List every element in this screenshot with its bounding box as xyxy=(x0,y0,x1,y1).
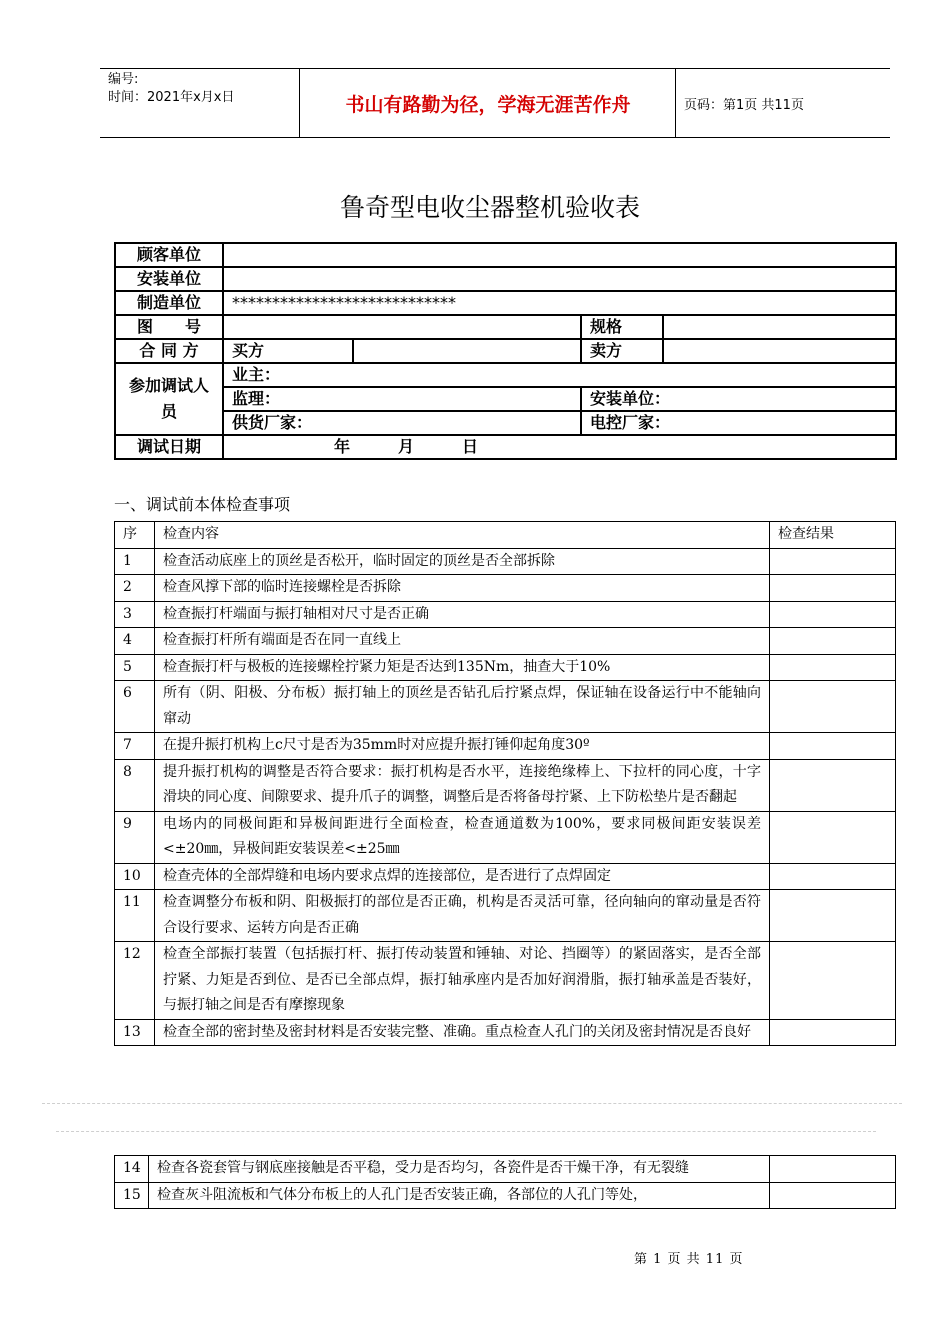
row-result[interactable] xyxy=(770,575,896,602)
row-no: 6 xyxy=(115,681,155,733)
installer-label: 安装单位 xyxy=(115,267,223,291)
supplier-label[interactable]: 供货厂家： xyxy=(223,411,581,435)
table-row xyxy=(115,601,896,628)
table-row xyxy=(115,890,896,942)
info-row-drawing xyxy=(115,315,896,339)
buyer-value[interactable] xyxy=(353,339,581,363)
row-no: 8 xyxy=(115,759,155,811)
row-content: 检查全部的密封垫及密封材料是否安装完整、准确。重点检查人孔门的关闭及密封情况是否良好 xyxy=(155,1019,770,1046)
row-no: 14 xyxy=(115,1156,149,1183)
date-label: 调试日期 xyxy=(115,435,223,459)
table-row xyxy=(115,1182,896,1209)
row-no: 11 xyxy=(115,890,155,942)
info-row-customer xyxy=(115,243,896,267)
row-no: 7 xyxy=(115,733,155,760)
time-label: 时间：2021年x月x日 xyxy=(108,90,235,105)
row-no: 5 xyxy=(115,654,155,681)
page-footer: 第 1 页 共 11 页 xyxy=(634,1252,744,1267)
row-result[interactable] xyxy=(770,601,896,628)
info-row-participants-1 xyxy=(115,363,896,387)
row-result[interactable] xyxy=(770,811,896,863)
table-row xyxy=(115,811,896,863)
row-no: 3 xyxy=(115,601,155,628)
row-content: 检查壳体的全部焊缝和电场内要求点焊的连接部位，是否进行了点焊固定 xyxy=(155,863,770,890)
check-header-row xyxy=(115,522,896,549)
row-no: 9 xyxy=(115,811,155,863)
row-content: 检查灰斗阻流板和气体分布板上的人孔门是否安装正确，各部位的人孔门等处， xyxy=(149,1182,770,1209)
table-row xyxy=(115,628,896,655)
buyer-label: 买方 xyxy=(223,339,353,363)
supervisor-label[interactable]: 监理： xyxy=(223,387,581,411)
row-content: 检查调整分布板和阴、阳极振打的部位是否正确，机构是否灵活可靠，径向轴向的窜动量是否符合设行要求、运转方向是否正确 xyxy=(155,890,770,942)
row-content: 检查各瓷套管与钢底座接触是否平稳，受力是否均匀，各瓷件是否干燥干净，有无裂缝 xyxy=(149,1156,770,1183)
electric-label[interactable]: 电控厂家： xyxy=(581,411,896,435)
date-value[interactable]: 年 月 日 xyxy=(223,435,896,459)
table-row xyxy=(115,575,896,602)
seller-value[interactable] xyxy=(663,339,896,363)
page-break-divider xyxy=(56,1131,876,1132)
row-result[interactable] xyxy=(770,654,896,681)
info-row-date xyxy=(115,435,896,459)
row-content: 电场内的同极间距和异极间距进行全面检查，检查通道数为100%，要求同极间距安装误差<±20㎜，异极间距安装误差<±25㎜ xyxy=(155,811,770,863)
row-result[interactable] xyxy=(770,1156,896,1183)
install-unit-label[interactable]: 安装单位： xyxy=(581,387,896,411)
table-row xyxy=(115,863,896,890)
row-content: 检查全部振打装置（包括振打杆、振打传动装置和锤轴、对论、挡圈等）的紧固落实，是否全部拧紧、力矩是否到位、是否已全部点焊，振打轴承座内是否加好润滑脂，振打轴承盖是否装好，与振打轴之间是否有摩擦现象 xyxy=(155,942,770,1020)
table-row xyxy=(115,681,896,733)
table-row xyxy=(115,1156,896,1183)
info-row-participants-3 xyxy=(115,411,896,435)
header-motto: 书山有路勤为径，学海无涯苦作舟 xyxy=(301,69,676,137)
info-table xyxy=(114,242,897,460)
row-result[interactable] xyxy=(770,1182,896,1209)
check-table xyxy=(114,521,896,1046)
section-title: 一、调试前本体检查事项 xyxy=(114,495,291,514)
customer-label: 顾客单位 xyxy=(115,243,223,267)
participants-label: 参加调试人员 xyxy=(115,363,223,435)
col-header-content: 检查内容 xyxy=(155,522,770,549)
row-result[interactable] xyxy=(770,759,896,811)
check-table-continued xyxy=(114,1155,896,1209)
row-no: 1 xyxy=(115,548,155,575)
table-row xyxy=(115,1019,896,1046)
table-row xyxy=(115,759,896,811)
row-no: 4 xyxy=(115,628,155,655)
row-content: 所有（阴、阳极、分布板）振打轴上的顶丝是否钻孔后拧紧点焊，保证轴在设备运行中不能轴向窜动 xyxy=(155,681,770,733)
header-meta xyxy=(100,69,300,137)
row-content: 检查风撑下部的临时连接螺栓是否拆除 xyxy=(155,575,770,602)
row-result[interactable] xyxy=(770,628,896,655)
row-content: 提升振打机构的调整是否符合要求：振打机构是否水平，连接绝缘棒上、下拉杆的同心度，十字滑块的同心度、间隙要求、提升爪子的调整，调整后是否将备母拧紧、上下防松垫片是否翻起 xyxy=(155,759,770,811)
seller-label: 卖方 xyxy=(581,339,663,363)
info-row-installer xyxy=(115,267,896,291)
info-row-manufacturer xyxy=(115,291,896,315)
table-row xyxy=(115,942,896,1020)
row-no: 2 xyxy=(115,575,155,602)
table-row xyxy=(115,654,896,681)
number-label: 编号: xyxy=(108,72,139,87)
row-result[interactable] xyxy=(770,863,896,890)
header-page-label: 页码：第1页 共11页 xyxy=(684,97,804,113)
contract-label: 合 同 方 xyxy=(115,339,223,363)
row-result[interactable] xyxy=(770,548,896,575)
row-no: 12 xyxy=(115,942,155,1020)
row-result[interactable] xyxy=(770,681,896,733)
table-row xyxy=(115,548,896,575)
row-content: 检查振打杆端面与振打轴相对尺寸是否正确 xyxy=(155,601,770,628)
spec-value[interactable] xyxy=(663,315,896,339)
manufacturer-value[interactable]: **************************** xyxy=(223,291,896,315)
info-row-participants-2 xyxy=(115,387,896,411)
row-result[interactable] xyxy=(770,890,896,942)
row-result[interactable] xyxy=(770,1019,896,1046)
col-header-result: 检查结果 xyxy=(770,522,896,549)
row-content: 在提升振打机构上c尺寸是否为35mm时对应提升振打锤仰起角度30º xyxy=(155,733,770,760)
table-row xyxy=(115,733,896,760)
row-content: 检查振打杆与极板的连接螺栓拧紧力矩是否达到135Nm，抽查大于10% xyxy=(155,654,770,681)
row-result[interactable] xyxy=(770,942,896,1020)
page-break-divider xyxy=(42,1103,902,1104)
customer-value[interactable] xyxy=(223,243,896,267)
info-row-contract xyxy=(115,339,896,363)
installer-value[interactable] xyxy=(223,267,896,291)
spec-label: 规格 xyxy=(581,315,663,339)
row-no: 13 xyxy=(115,1019,155,1046)
row-result[interactable] xyxy=(770,733,896,760)
row-no: 10 xyxy=(115,863,155,890)
row-content: 检查振打杆所有端面是否在同一直线上 xyxy=(155,628,770,655)
drawing-no-label: 图 号 xyxy=(115,315,223,339)
manufacturer-label: 制造单位 xyxy=(115,291,223,315)
drawing-no-value[interactable] xyxy=(223,315,581,339)
col-header-no: 序 xyxy=(115,522,155,549)
owner-label[interactable]: 业主： xyxy=(223,363,896,387)
page-header xyxy=(100,68,890,138)
row-content: 检查活动底座上的顶丝是否松开，临时固定的顶丝是否全部拆除 xyxy=(155,548,770,575)
document-title: 鲁奇型电收尘器整机验收表 xyxy=(339,193,640,222)
row-no: 15 xyxy=(115,1182,149,1209)
